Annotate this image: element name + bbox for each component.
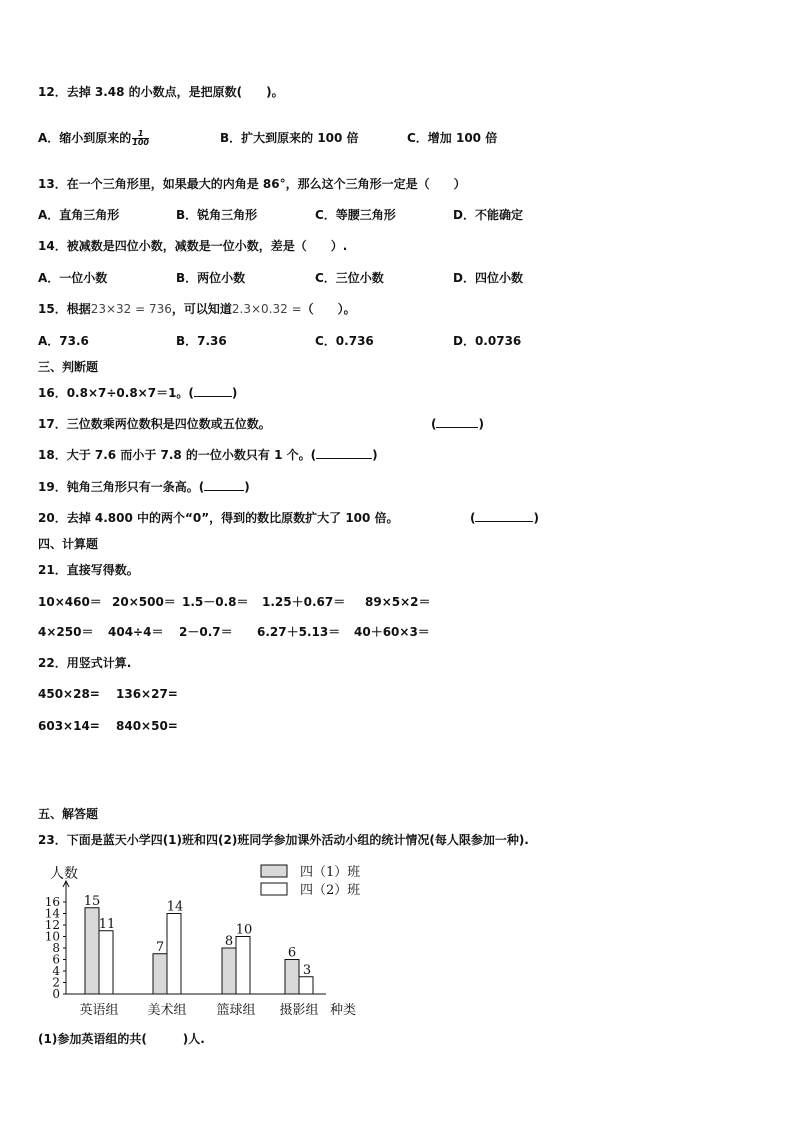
y-tick-label: 0: [52, 987, 60, 1001]
q15-stem: [38, 301, 356, 317]
chart-bars: [84, 894, 313, 994]
q20-close-paren: ): [533, 511, 539, 525]
x-category-label: 篮球组: [216, 1003, 256, 1018]
q19-text: 19．钝角三角形只有一条高。(: [38, 480, 205, 494]
bar: [236, 937, 250, 995]
y-tick-label: 16: [44, 895, 60, 909]
bar-chart: [38, 862, 378, 1027]
q22-stem: 22．用竖式计算.: [38, 656, 132, 670]
bar-value-label: 7: [155, 939, 165, 955]
q15-equation-1: 23×32 = 736: [90, 302, 172, 316]
q12-option-c: C．增加 100 倍: [407, 131, 498, 145]
q17-answer-blank[interactable]: [436, 427, 478, 428]
q16-answer-blank[interactable]: [194, 396, 232, 397]
q17-close-paren: ): [478, 417, 484, 431]
q17-answer: [431, 416, 484, 432]
bar-value-label: 15: [83, 893, 101, 909]
q20-answer: [470, 510, 539, 526]
bar: [99, 931, 113, 994]
q12-option-b: B．扩大到原来的 100 倍: [220, 131, 359, 145]
fraction-denominator: 100: [132, 138, 149, 147]
legend-label: 四（1）班: [300, 865, 361, 880]
q16: [38, 385, 237, 401]
q15-stem-mid: ，可以知道: [171, 302, 232, 316]
q18: [38, 447, 378, 463]
q16-text: 16．0.8×7÷0.8×7＝1。(: [38, 386, 194, 400]
q21-item: 1.25＋0.67＝: [262, 595, 346, 609]
q20: [38, 510, 399, 526]
bar-value-label: 6: [287, 945, 297, 961]
q12-option-a-text: A．缩小到原来的: [38, 131, 132, 145]
q12-stem: 12．去掉 3.48 的小数点，是把原数( )。: [38, 85, 284, 99]
x-category-label: 英语组: [79, 1003, 119, 1018]
bar-value-label: 3: [302, 962, 312, 978]
bar: [153, 954, 167, 994]
q14-option-b: B．两位小数: [176, 271, 246, 285]
legend-swatch: [261, 883, 287, 895]
chart-legend: [261, 865, 360, 898]
q22-item: 840×50=: [116, 719, 178, 733]
q21-item: 6.27＋5.13＝: [257, 625, 341, 639]
legend-swatch: [261, 865, 287, 877]
q20-open-paren: (: [470, 511, 476, 525]
q21-item: 40＋60×3＝: [354, 625, 430, 639]
bar: [285, 960, 299, 995]
q21-item: 10×460＝: [38, 595, 102, 609]
y-tick-label: 10: [44, 929, 60, 944]
q23-sub1: (1)参加英语组的共( )人.: [38, 1032, 205, 1046]
q21-item: 4×250＝: [38, 625, 94, 639]
q14-option-c: C．三位小数: [315, 271, 384, 285]
q23-stem: 23．下面是蓝天小学四(1)班和四(2)班同学参加课外活动小组的统计情况(每人限参加一种).: [38, 833, 529, 847]
y-tick-label: 2: [52, 975, 60, 990]
q14-option-d: D．四位小数: [453, 271, 523, 285]
q13-stem: 13．在一个三角形里，如果最大的内角是 86°，那么这个三角形一定是（ ）: [38, 177, 466, 191]
q15-stem-pre: 15．根据: [38, 302, 91, 316]
q21-stem: 21．直接写得数。: [38, 563, 139, 577]
y-tick-label: 6: [52, 952, 60, 967]
bar-value-label: 11: [98, 916, 116, 932]
y-tick-label: 12: [44, 918, 60, 932]
q22-item: 136×27=: [116, 687, 178, 701]
q15-stem-post: （ ）。: [301, 302, 356, 316]
q20-text: 20．去掉 4.800 中的两个“0”，得到的数比原数扩大了 100 倍。: [38, 511, 399, 525]
q21-item: 1.5－0.8＝: [182, 595, 249, 609]
fraction-numerator: 1: [132, 130, 149, 139]
q13-option-c: C．等腰三角形: [315, 208, 396, 222]
q17-open-paren: (: [431, 417, 437, 431]
q14-option-a: A．一位小数: [38, 271, 108, 285]
x-axis-label: 种类: [330, 1003, 357, 1018]
q14-stem: 14．被减数是四位小数，减数是一位小数，差是（ ）.: [38, 239, 348, 253]
q20-answer-blank[interactable]: [475, 521, 533, 522]
y-tick-label: 4: [52, 964, 60, 978]
q18-text: 18．大于 7.6 而小于 7.8 的一位小数只有 1 个。(: [38, 448, 317, 462]
y-tick-label: 8: [52, 941, 60, 955]
section-4-title: 四、计算题: [38, 537, 99, 551]
q18-close-paren: ): [372, 448, 378, 462]
bar-value-label: 14: [166, 899, 184, 915]
bar: [167, 914, 181, 995]
q22-item: 603×14=: [38, 719, 100, 733]
bar: [222, 948, 236, 994]
bar: [85, 908, 99, 994]
q12-option-a: [38, 130, 149, 147]
y-tick-label: 14: [44, 906, 60, 921]
q19-answer-blank[interactable]: [204, 490, 244, 491]
bar: [299, 977, 313, 994]
q21-item: 20×500＝: [112, 595, 176, 609]
section-5-title: 五、解答题: [38, 807, 99, 821]
q16-close-paren: ): [231, 386, 238, 400]
q13-option-a: A．直角三角形: [38, 208, 120, 222]
q17-text: 17．三位数乘两位数积是四位数或五位数。: [38, 417, 271, 431]
q18-answer-blank[interactable]: [316, 458, 372, 459]
bar-value-label: 8: [224, 934, 234, 949]
section-3-title: 三、判断题: [38, 360, 99, 374]
q13-option-d: D．不能确定: [453, 208, 523, 222]
q15-equation-2: 2.3×0.32 =: [231, 302, 302, 316]
q15-option-c: C．0.736: [315, 334, 374, 348]
q21-item: 89×5×2＝: [365, 595, 431, 609]
bar-value-label: 10: [235, 922, 253, 938]
q19-close-paren: ): [244, 480, 250, 494]
x-category-label: 美术组: [147, 1003, 187, 1018]
q21-item: 2－0.7＝: [179, 625, 233, 639]
legend-label: 四（2）班: [300, 883, 361, 898]
q15-option-d: D．0.0736: [453, 334, 522, 348]
q17: [38, 416, 271, 432]
q15-option-a: A．73.6: [38, 334, 89, 348]
x-category-label: 摄影组: [279, 1003, 319, 1018]
y-axis-label: 人数: [50, 866, 78, 882]
q15-option-b: B．7.36: [176, 334, 227, 348]
q19: [38, 479, 250, 495]
fraction: [132, 130, 149, 147]
q21-item: 404÷4＝: [108, 625, 164, 639]
q22-item: 450×28=: [38, 687, 100, 701]
q13-option-b: B．锐角三角形: [176, 208, 258, 222]
